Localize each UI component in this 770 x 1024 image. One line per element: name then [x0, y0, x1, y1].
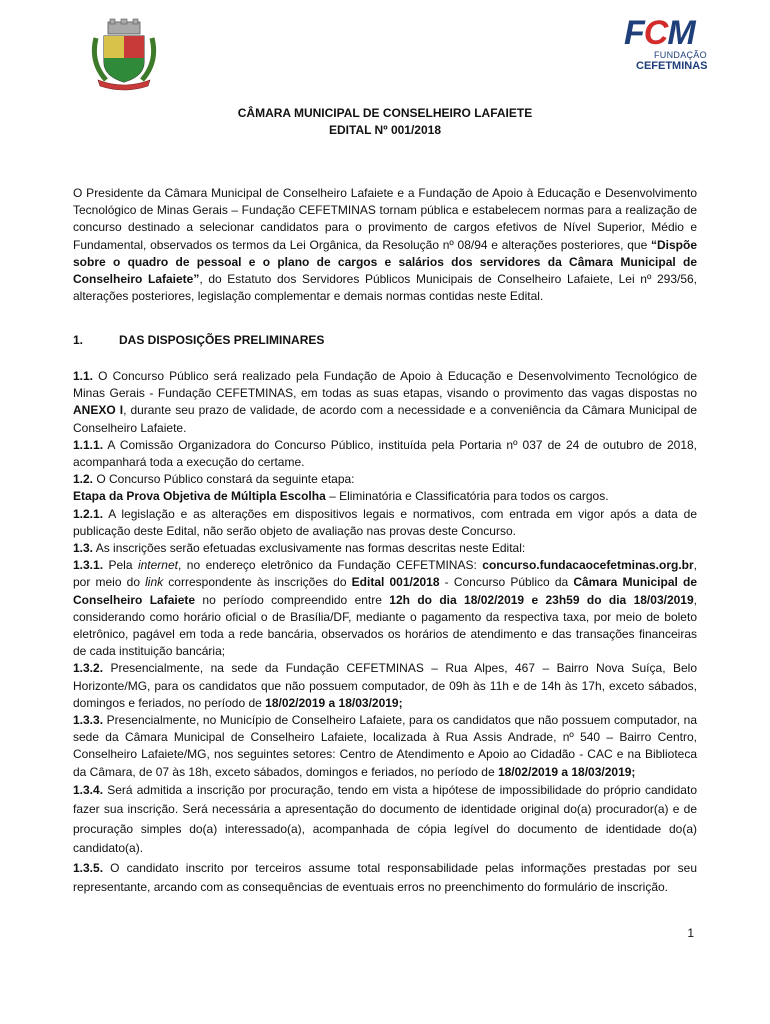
item-text: , no endereço eletrônico da Fundação CEFETMINAS: — [177, 558, 483, 573]
item-text: As inscrições serão efetuadas exclusivamente nas formas descritas neste Edital: — [93, 541, 526, 556]
section-body — [73, 368, 697, 898]
website-url: concurso.fundacaocefetminas.org.br — [482, 558, 694, 573]
etapa-title: Etapa da Prova Objetiva de Múltipla Escolha — [73, 489, 326, 504]
item-number: 1.3.1. — [73, 558, 104, 573]
item-number: 1.1.1. — [73, 437, 104, 452]
item-number: 1.1. — [73, 369, 94, 383]
section-title: DAS DISPOSIÇÕES PRELIMINARES — [119, 333, 325, 347]
item-1-1 — [73, 368, 697, 437]
item-text: O Concurso Público será realizado pela Fundação de Apoio à Educação e Desenvolvimento Tecnológico de Minas Gerais - Fundação CEFETMINAS, em todas as suas etapas, visando o provimento das vagas dispostas no — [73, 369, 697, 401]
item-text-bold: 18/02/2019 a 18/03/2019; — [497, 764, 636, 779]
item-text: , por meio do — [73, 558, 698, 590]
page-number: 1 — [687, 926, 694, 940]
item-number: 1.3.5. — [73, 860, 104, 875]
item-1-1-1 — [73, 437, 697, 471]
fcm-subtitle-cefetminas: CEFETMINAS — [636, 60, 708, 72]
intro-text-bold: “Dispõe sobre o quadro de pessoal e o plano de cargos e salários dos servidores da Câmara Municipal de Conselheiro Lafaiete” — [73, 237, 697, 287]
item-text: A Comissão Organizadora do Concurso Público, instituída pela Portaria nº 037 de 24 de outubro de 2018, acompanhará toda a execução do certame. — [73, 437, 697, 470]
item-text: - Concurso Público da — [439, 575, 574, 590]
item-text: Presencialmente, na sede da Fundação CEFETMINAS – Rua Alpes, 467 – Bairro Nova Suíça, Belo Horizonte/MG, para os candidatos que não possuem computador, de 09h às 11h e de 14h às 17h, exceto sábados, domingos e feriados, no período de — [73, 661, 697, 710]
item-1-3-5 — [73, 859, 697, 898]
item-text: , durante seu prazo de validade, de acordo com a necessidade e a conveniência da Câmara Municipal de Conselheiro Lafaiete. — [73, 403, 697, 435]
item-text: Será admitida a inscrição por procuração, tendo em vista a hipótese de impossibilidade do próprio candidato fazer sua inscrição. Será necessária a apresentação do documento de identidade original do(a) procurador(a) e de procuração simples do(a) interessado(a), acompanhada de cópia legível do documento de identidade do(a) candidato(a). — [73, 782, 697, 856]
coat-of-arms-logo — [88, 18, 160, 92]
item-text: Presencialmente, no Município de Conselheiro Lafaiete, para os candidatos que não possuem computador, na sede da Câmara Municipal de Conselheiro Lafaiete, localizada à Rua Assis Andrade, nº 540 – Bairro Centro, Conselheiro Lafaiete/MG, nos seguintes setores: Centro de Atendimento e Apoio ao Cidadão - CAC e na Biblioteca da Câmara, de 07 às 18h, exceto sábados, domingos e feriados, no período de — [73, 713, 697, 779]
etapa-line — [73, 488, 697, 505]
item-text-bold: 18/02/2019 a 18/03/2019; — [265, 695, 403, 710]
item-text: , considerando como horário oficial o de Brasília/DF, mediante o pagamento da respectiva taxa, por meio de boleto eletrônico, pagável em toda a rede bancária, observados os horários de atendimento e das transações financeiras de cada instituição bancária; — [73, 592, 697, 659]
item-number: 1.3.3. — [73, 713, 104, 728]
item-number: 1.3. — [73, 541, 94, 556]
fcm-subtitle-fundacao: FUNDAÇÃO — [654, 50, 707, 60]
intro-paragraph — [73, 185, 697, 305]
item-text-bold: 12h do dia 18/02/2019 e 23h59 do dia 18/03/2019 — [389, 592, 694, 607]
item-text-italic: link — [145, 575, 164, 590]
item-text: – Eliminatória e Classificatória para todos os cargos. — [325, 489, 609, 504]
item-text: A legislação e as alterações em dispositivos legais e normativos, com entrada em vigor após a data de publicação deste Edital, não serão objeto de avaliação nas provas deste Concurso. — [73, 506, 697, 538]
intro-text-c: , do Estatuto dos Servidores Públicos Municipais de Conselheiro Lafaiete, Lei nº 293/56, alterações posteriores, legislação complementar e demais normas contidas neste Edital. — [73, 272, 698, 304]
item-1-2 — [73, 471, 697, 488]
item-1-3-1 — [73, 557, 697, 660]
item-1-3-2 — [73, 660, 697, 712]
item-text: O Concurso Público constará da seguinte etapa: — [93, 472, 355, 487]
item-1-3-3 — [73, 712, 697, 781]
item-text: O candidato inscrito por terceiros assume total responsabilidade pelas informações prestadas por seu representante, arcando com as consequências de eventuais erros no preenchimento do formulário de inscrição. — [73, 860, 697, 895]
item-1-2-1 — [73, 506, 697, 540]
item-text: correspondente às inscrições do — [163, 575, 352, 590]
item-text: no período compreendido entre — [195, 592, 390, 607]
item-text-italic: internet — [137, 558, 178, 573]
item-number: 1.2. — [73, 472, 94, 487]
edital-number: EDITAL Nº 001/2018 — [329, 123, 441, 137]
intro-text-a: O Presidente da Câmara Municipal de Conselheiro Lafaiete e a Fundação de Apoio à Educação e Desenvolvimento Tecnológico de Minas Gerais – Fundação CEFETMINAS tornam pública e estabelecem normas para a realização de concurso destinado a selecionar candidatos para o provimento de cargos efetivos de Nível Superior, Médio e Fundamental, observados os termos da Lei Orgânica, da Resolução nº 08/94 e alterações posteriores, que — [73, 186, 697, 252]
item-number: 1.2.1. — [73, 506, 104, 521]
item-1-3-4 — [73, 781, 697, 859]
fcm-wordmark: FCM — [624, 14, 695, 52]
document-title: CÂMARA MUNICIPAL DE CONSELHEIRO LAFAIETE — [237, 106, 533, 120]
item-text: Pela — [103, 558, 138, 573]
item-number: 1.3.4. — [73, 782, 104, 797]
item-number: 1.3.2. — [73, 661, 104, 676]
annex-ref: ANEXO I — [73, 403, 124, 418]
item-text-bold: Edital 001/2018 — [351, 575, 440, 590]
item-text-bold: Câmara Municipal de Conselheiro Lafaiete — [73, 575, 697, 607]
section-number: 1. — [73, 333, 84, 347]
fcm-cefetminas-logo — [624, 16, 724, 74]
section-heading — [73, 333, 697, 347]
item-1-3 — [73, 540, 697, 557]
